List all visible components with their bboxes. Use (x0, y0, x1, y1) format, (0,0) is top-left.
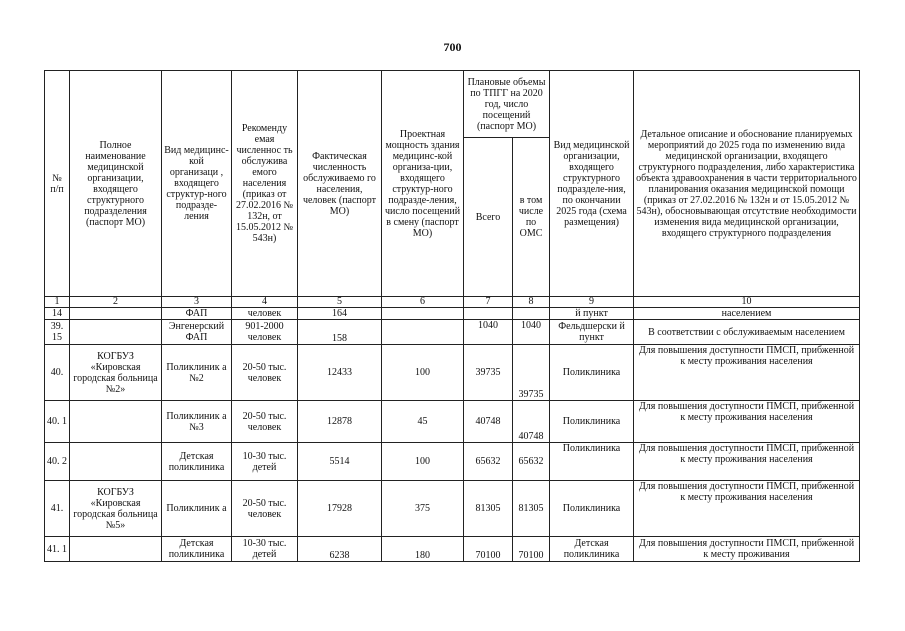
cell-actual: 158 (298, 320, 382, 345)
col-number: 10 (634, 297, 860, 308)
cell-actual: 164 (298, 308, 382, 320)
cell-type-2025: Поликлиника (550, 401, 634, 443)
cell-name (70, 537, 162, 562)
cell-description: населением (634, 308, 860, 320)
cell-capacity: 375 (382, 481, 464, 537)
table-row (45, 320, 860, 345)
cell-capacity: 100 (382, 443, 464, 481)
cell-num: 39. 15 (45, 320, 70, 345)
cell-num: 40. (45, 345, 70, 401)
col-number: 8 (513, 297, 550, 308)
cell-type: Детская поликлиника (162, 537, 232, 562)
cell-type: Поликлиник а №3 (162, 401, 232, 443)
cell-num: 40. 2 (45, 443, 70, 481)
cell-recommended: 20-50 тыс. человек (232, 481, 298, 537)
col-number: 2 (70, 297, 162, 308)
cell-capacity: 180 (382, 537, 464, 562)
col-number: 3 (162, 297, 232, 308)
cell-actual: 5514 (298, 443, 382, 481)
cell-total (464, 308, 513, 320)
cell-name (70, 443, 162, 481)
cell-name: КОГБУЗ «Кировская городская больница №5» (70, 481, 162, 537)
cell-type-2025: Детская поликлиника (550, 537, 634, 562)
cell-total: 70100 (464, 537, 513, 562)
cell-type-2025: Фельдшерски й пункт (550, 320, 634, 345)
cell-oms: 81305 (513, 481, 550, 537)
cell-actual: 6238 (298, 537, 382, 562)
header-recommended: Рекоменду емая численнос ть обслужива емого населения (приказ от 27.02.2016 № 132н, от 15.05.2012 № 543н) (232, 71, 298, 297)
header-actual: Фактическая численность обслуживаемо го населения, человек (паспорт МО) (298, 71, 382, 297)
cell-description: Для повышения доступности ПМСП, прибженной к месту проживания населения (634, 481, 860, 537)
cell-oms: 70100 (513, 537, 550, 562)
cell-description: Для повышения доступности ПМСП, прибженной к месту проживания населения (634, 401, 860, 443)
col-number: 5 (298, 297, 382, 308)
cell-actual: 17928 (298, 481, 382, 537)
cell-actual: 12433 (298, 345, 382, 401)
header-total: Всего (464, 138, 513, 297)
cell-total: 81305 (464, 481, 513, 537)
col-number: 9 (550, 297, 634, 308)
cell-type: Поликлиник а (162, 481, 232, 537)
table-row (45, 537, 860, 562)
cell-type-2025: Поликлиника (550, 443, 634, 481)
cell-recommended: 10-30 тыс. детей (232, 537, 298, 562)
cell-recommended: человек (232, 308, 298, 320)
cell-type: Детская поликлиника (162, 443, 232, 481)
cell-name (70, 401, 162, 443)
cell-name (70, 320, 162, 345)
cell-description: В соответствии с обслуживаемым населением (634, 320, 860, 345)
cell-total: 1040 (464, 320, 513, 345)
table-row (45, 481, 860, 537)
table-row (45, 401, 860, 443)
cell-type-2025: Поликлиника (550, 481, 634, 537)
medical-organizations-table (44, 70, 860, 562)
cell-total: 65632 (464, 443, 513, 481)
cell-description: Для повышения доступности ПМСП, прибженной к месту проживания населения (634, 443, 860, 481)
cell-type-2025: Поликлиника (550, 345, 634, 401)
cell-name (70, 308, 162, 320)
header-description: Детальное описание и обоснование планируемых мероприятий до 2025 года по изменению вида медицинской организации, входящего структурного подразделения, либо характеристика объекта здравоохранения в части территориального планирования оказания медицинской помощи (приказ от 27.02.2016 № 132н и от 15.05.2012 № 543н), обосновывающая отсутствие необходимости изменения вида медицинской организации, входящего структурного подразделения (634, 71, 860, 297)
cell-type: Энгенерский ФАП (162, 320, 232, 345)
cell-num: 40. 1 (45, 401, 70, 443)
col-number: 4 (232, 297, 298, 308)
cell-capacity (382, 308, 464, 320)
cell-recommended: 20-50 тыс. человек (232, 345, 298, 401)
header-name: Полное наименование медицинской организации, входящего структурного подразделения (паспорт МО) (70, 71, 162, 297)
col-number: 7 (464, 297, 513, 308)
cell-name: КОГБУЗ «Кировская городская больница №2» (70, 345, 162, 401)
col-number: 6 (382, 297, 464, 308)
header-oms: в том числе по ОМС (513, 138, 550, 297)
col-number: 1 (45, 297, 70, 308)
cell-oms: 1040 (513, 320, 550, 345)
page-number: 700 (443, 40, 462, 54)
cell-description: Для повышения доступности ПМСП, прибженной к месту проживания (634, 537, 860, 562)
cell-total: 39735 (464, 345, 513, 401)
cell-oms (513, 308, 550, 320)
cell-num: 14 (45, 308, 70, 320)
cell-description: Для повышения доступности ПМСП, прибженной к месту проживания населения (634, 345, 860, 401)
table-row (45, 308, 860, 320)
cell-actual: 12878 (298, 401, 382, 443)
cell-capacity: 100 (382, 345, 464, 401)
header-type: Вид медицинс-кой организаци , входящего структур-ного подразде-ления (162, 71, 232, 297)
cell-type: ФАП (162, 308, 232, 320)
cell-oms: 39735 (513, 345, 550, 401)
cell-type-2025: й пункт (550, 308, 634, 320)
cell-total: 40748 (464, 401, 513, 443)
cell-recommended: 20-50 тыс. человек (232, 401, 298, 443)
cell-num: 41. (45, 481, 70, 537)
table-row (45, 345, 860, 401)
cell-oms: 65632 (513, 443, 550, 481)
header-capacity: Проектная мощность здания медицинс-кой организа-ции, входящего структур-ного подразде-ления, число посещений в смену (паспорт МО) (382, 71, 464, 297)
cell-type: Поликлиник а №2 (162, 345, 232, 401)
header-type-2025: Вид медицинской организации, входящего структурного подразделе-ния, по окончании 2025 года (схема размещения) (550, 71, 634, 297)
table-row (45, 443, 860, 481)
header-planned: Плановые объемы по ТПГГ на 2020 год, число посещений (паспорт МО) (464, 71, 550, 138)
cell-num: 41. 1 (45, 537, 70, 562)
cell-oms: 40748 (513, 401, 550, 443)
cell-recommended: 901-2000 человек (232, 320, 298, 345)
cell-capacity (382, 320, 464, 345)
header-num: № п/п (45, 71, 70, 297)
cell-recommended: 10-30 тыс. детей (232, 443, 298, 481)
cell-capacity: 45 (382, 401, 464, 443)
